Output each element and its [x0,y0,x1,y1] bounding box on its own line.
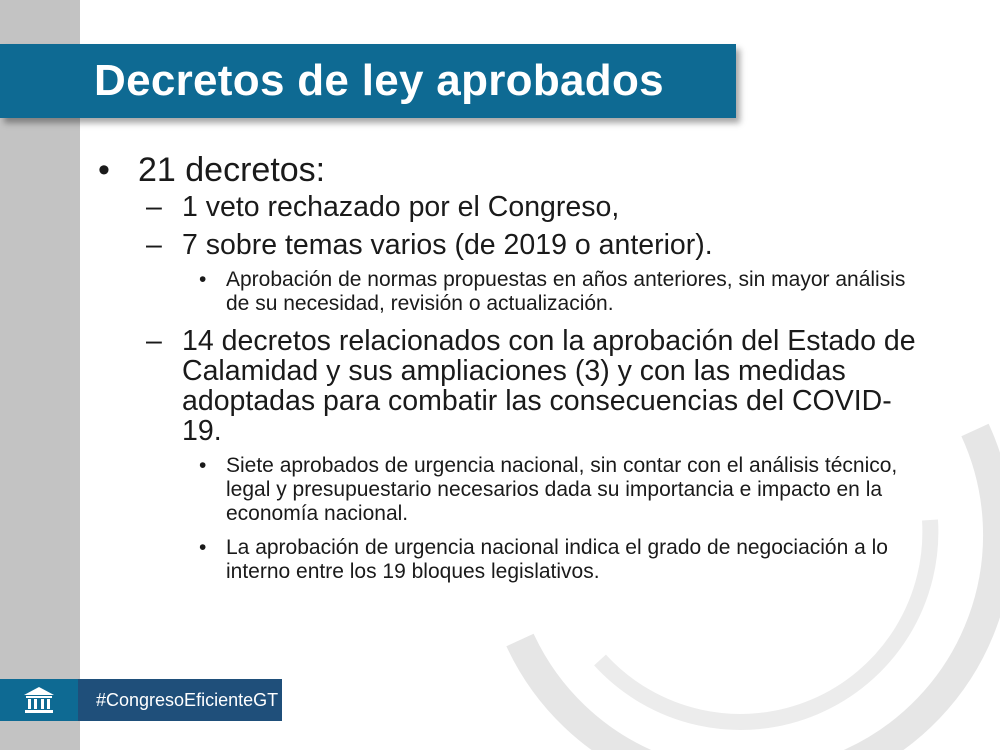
sub-item-text: 14 decretos relacionados con la aprobación del Estado de Calamidad y sus ampliaciones (3) y con las medidas adoptadas para combatir las consecuencias del COVID-19. [182,325,916,447]
sub-item [96,326,926,446]
bullet-marker: • [199,268,207,291]
sub-item-text: 1 veto rechazado por el Congreso, [182,191,620,223]
dash-marker: – [146,191,162,223]
main-bullet [96,150,926,190]
slide-title: Decretos de ley aprobados [94,56,664,105]
bullet-marker: • [98,151,110,189]
detail-item [96,268,926,316]
sub-item [96,230,926,260]
detail-item-text: Siete aprobados de urgencia nacional, sin contar con el análisis técnico, legal y presupuestario necesarios dada su importancia e impacto en la economía nacional. [226,454,898,525]
sub-item [96,192,926,222]
detail-item [96,454,926,526]
dash-marker: – [146,325,162,357]
bullet-marker: • [199,454,207,477]
detail-item [96,536,926,584]
congress-building-icon [22,685,56,715]
detail-item-text: La aprobación de urgencia nacional indica el grado de negociación a lo interno entre los 19 bloques legislativos. [226,536,888,583]
footer-hashtag: #CongresoEficienteGT [96,690,279,710]
detail-item-text: Aprobación de normas propuestas en años anteriores, sin mayor análisis de su necesidad, revisión o actualización. [226,268,906,315]
footer-logo [0,679,78,721]
sub-item-text: 7 sobre temas varios (de 2019 o anterior). [182,229,713,261]
bullet-marker: • [199,536,207,559]
slide-content [96,150,926,594]
main-bullet-text: 21 decretos: [138,151,326,189]
dash-marker: – [146,229,162,261]
